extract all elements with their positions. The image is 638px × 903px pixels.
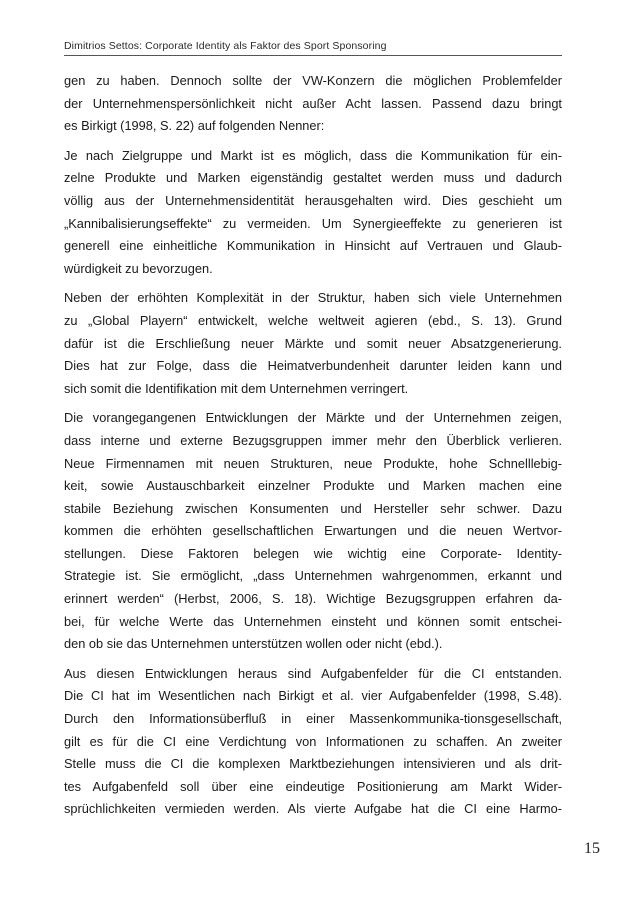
text-line: sich somit die Identifikation mit dem Unternehmen verringert. (64, 380, 409, 396)
text-line: den ob sie das Unternehmen unterstützen wollen oder nicht (ebd.). (64, 636, 443, 652)
text-line: keit, sowie Austauschbarkeit einzelner Produkte und Marken machen eine (64, 478, 562, 494)
text-line: Strategie ist. Sie ermöglicht, „dass Unternehmen wahrgenommen, erkannt und (64, 568, 562, 584)
paragraph-2 (64, 145, 562, 281)
text-line: Neue Firmennamen mit neuen Strukturen, neue Produkte, hohe Schnelllebig- (64, 455, 562, 471)
text-line: erinnert werden“ (Herbst, 2006, S. 18). Wichtige Bezugsgruppen erfahren da- (64, 591, 562, 607)
header-divider (64, 55, 562, 56)
text-line: bei, für welche Werte das Unternehmen einsteht und können somit entschei- (64, 613, 562, 629)
text-line: generell eine einheitliche Kommunikation in Hinsicht auf Vertrauen und Glaub- (64, 238, 562, 254)
text-line: dafür ist die Erschließung neuer Märkte und somit neuer Absatzgenerierung. (64, 335, 562, 351)
text-line: Stelle muss die CI die komplexen Marktbeziehungen intensivieren und als drit- (64, 756, 562, 772)
page-number: 15 (584, 840, 600, 857)
text-line: der Unternehmenspersönlichkeit nicht außer Acht lassen. Passend dazu bringt (64, 95, 562, 111)
text-line: stabile Beziehung zwischen Konsumenten und Hersteller sehr schwer. Dazu (64, 500, 562, 516)
text-line: stellungen. Diese Faktoren belegen wie wichtig eine Corporate- Identity- (64, 545, 562, 561)
text-line: dass interne und externe Bezugsgruppen immer mehr den Überblick verlieren. (64, 432, 562, 448)
text-line: „Kannibalisierungseffekte“ zu vermeiden. Um Synergieeffekte zu generieren ist (64, 215, 562, 231)
body-text (64, 70, 562, 828)
text-line: Aus diesen Entwicklungen heraus sind Aufgabenfelder für die CI entstanden. (64, 665, 562, 681)
text-line: zelne Produkte und Marken eigenständig gestaltet werden muss und dadurch (64, 170, 562, 186)
running-header: Dimitrios Settos: Corporate Identity als Faktor des Sport Sponsoring (64, 40, 387, 52)
text-line: es Birkigt (1998, S. 22) auf folgenden Nenner: (64, 118, 325, 134)
paragraph-5 (64, 663, 562, 821)
text-line: würdigkeit zu bevorzugen. (64, 260, 213, 276)
text-line: Dies hat zur Folge, dass die Heimatverbundenheit darunter leiden kann und (64, 358, 562, 374)
paragraph-3 (64, 287, 562, 400)
text-line: Die vorangegangenen Entwicklungen der Märkte und der Unternehmen zeigen, (64, 410, 562, 426)
text-line: sprüchlichkeiten vermieden werden. Als vierte Aufgabe hat die CI eine Harmo- (64, 801, 562, 817)
text-line: Die CI hat im Wesentlichen nach Birkigt et al. vier Aufgabenfelder (1998, S.48). (64, 688, 562, 704)
text-line: gen zu haben. Dennoch sollte der VW-Konzern die möglichen Problemfelder (64, 73, 562, 88)
paragraph-4 (64, 407, 562, 656)
paragraph-1 (64, 70, 562, 138)
text-line: Durch den Informationsüberfluß in einer Massenkommunika-tionsgesellschaft, (64, 711, 562, 727)
text-line: Je nach Zielgruppe und Markt ist es möglich, dass die Kommunikation für ein- (64, 147, 562, 163)
text-line: zu „Global Playern“ entwickelt, welche weltweit agieren (ebd., S. 13). Grund (64, 312, 562, 328)
text-line: tes Aufgabenfeld soll über eine eindeutige Positionierung am Markt Wider- (64, 778, 562, 794)
text-line: gilt es für die CI eine Verdichtung von Informationen zu schaffen. An zweiter (64, 733, 562, 749)
text-line: völlig aus der Unternehmensidentität herausgehalten wird. Dies geschieht um (64, 192, 562, 208)
text-line: Neben der erhöhten Komplexität in der Struktur, haben sich viele Unternehmen (64, 290, 562, 306)
text-line: kommen die erhöhten gesellschaftlichen Erwartungen und die neuen Wertvor- (64, 523, 562, 539)
